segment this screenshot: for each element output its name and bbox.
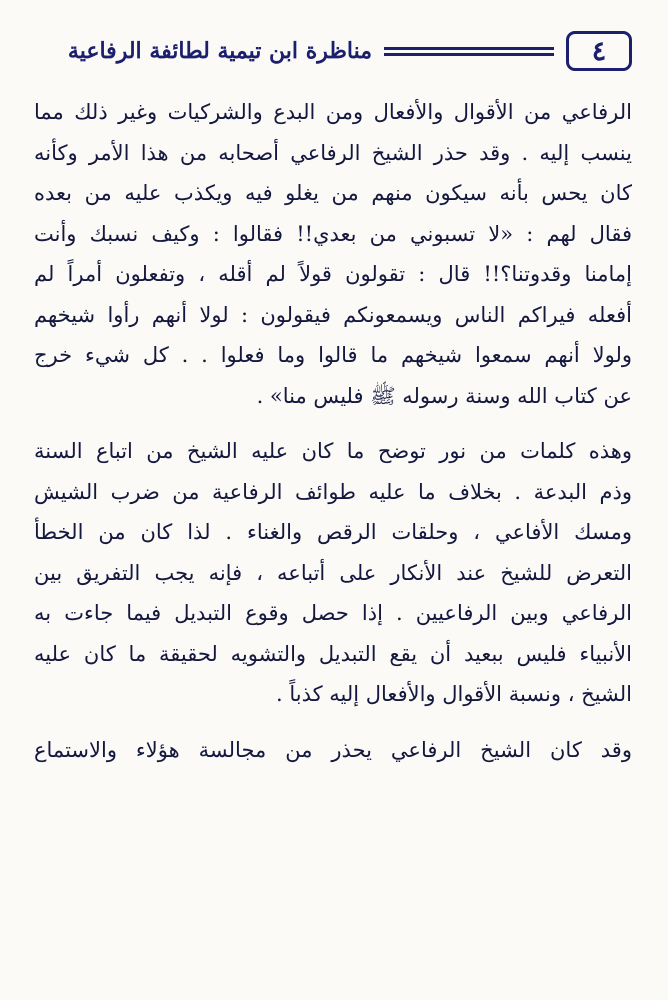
text-line: عن كتاب الله وسنة رسوله ﷺ فليس منا» . — [256, 383, 632, 408]
text-line: وقد كان الشيخ الرفاعي يحذر من مجالسة هؤلاء والاستماع — [34, 737, 632, 762]
page-number: ٤ — [566, 31, 632, 71]
paragraph — [34, 92, 632, 416]
text-line: إمامنا وقدوتنا؟!! قال : تقولون قولاً لم أقله ، وتفعلون أمراً لم — [34, 262, 632, 286]
header-rule-line — [384, 47, 554, 50]
text-line: ولولا أنهم سمعوا شيخهم ما قالوا وما فعلوا . . كل شيء خرج — [34, 343, 632, 367]
text-line: الرفاعي من الأقوال والأفعال ومن البدع والشركيات وغير ذلك مما — [34, 100, 632, 124]
text-line: الشيخ ، ونسبة الأقوال والأفعال إليه كذباً . — [275, 682, 632, 706]
text-line: التعرض للشيخ عند الأنكار على أتباعه ، فإنه يجب التفريق بين — [34, 560, 632, 585]
text-line: فقال لهم : «لا تسبوني من بعدي!! فقالوا : وكيف نسبك وأنت — [34, 221, 632, 246]
text-line: وهذه كلمات من نور توضح ما كان عليه الشيخ من اتباع السنة — [34, 439, 632, 463]
body-text — [34, 92, 632, 770]
header-rule — [384, 47, 554, 56]
page-header — [34, 28, 632, 74]
text-line: الأنبياء فليس ببعيد أن يقع التبديل والتشويه لحقيقة ما كان عليه — [34, 641, 632, 666]
text-line: وذم البدعة . بخلاف ما عليه طوائف الرفاعية من ضرب الشيش — [34, 479, 632, 504]
book-title: مناظرة ابن تيمية لطائفة الرفاعية — [67, 38, 372, 64]
paragraph-gap — [34, 715, 632, 730]
text-line: الرفاعي وبين الرفاعيين . إذا حصل وقوع التبديل فيما جاءت به — [34, 601, 632, 625]
header-rule-line — [384, 53, 554, 56]
paragraph — [34, 431, 632, 715]
text-line: ومسك الأفاعي ، وحلقات الرقص والغناء . لذا كان من الخطأ — [34, 520, 632, 544]
paragraph-gap — [34, 416, 632, 431]
text-line: ينسب إليه . وقد حذر الشيخ الرفاعي أصحابه من هذا الأمر وكأنه — [34, 140, 632, 165]
text-line: كان يحس بأنه سيكون منهم من يغلو فيه ويكذب عليه من بعده — [34, 181, 632, 205]
text-line: أفعله فيراكم الناس ويسمعونكم فيقولون : لولا أنهم رأوا شيخهم — [34, 302, 632, 327]
paragraph — [34, 730, 632, 771]
